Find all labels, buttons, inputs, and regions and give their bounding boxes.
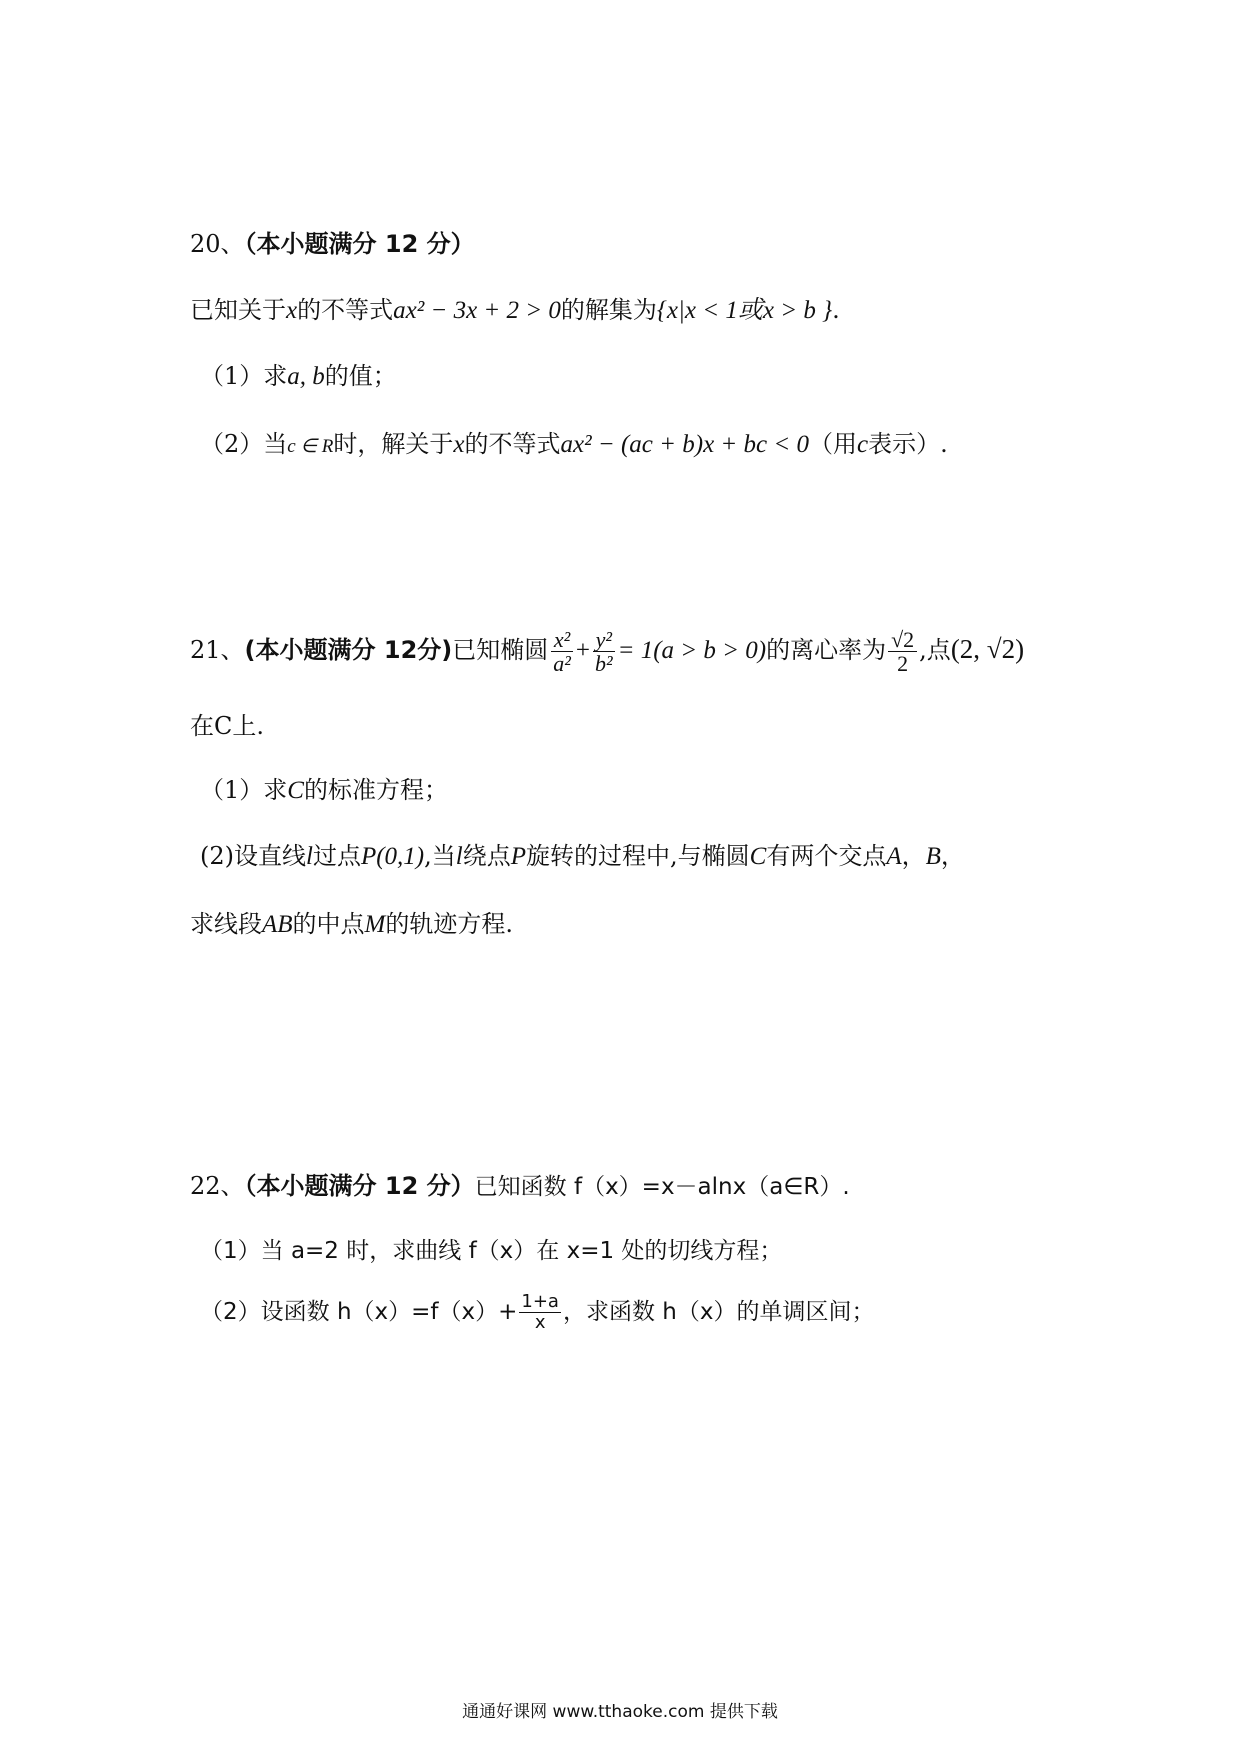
- q21-part1-text-a: 求: [263, 776, 288, 804]
- q21-part2-text-a: 设直线: [234, 842, 306, 870]
- q22-part2-text-b: ，求函数 h（x）的单调区间；: [562, 1298, 875, 1325]
- q21-fraction-y: [592, 628, 616, 675]
- q22-part2-fraction: [519, 1292, 561, 1333]
- q21-fraction-y-num: y²: [593, 628, 615, 652]
- q21-part2-text-b: 过点: [312, 842, 361, 870]
- q21-part2-point-p: P(0,1): [360, 843, 425, 870]
- q20-solution-set: {x|x < 1或x > b }: [656, 297, 833, 324]
- q20-stem-var-x: x: [286, 297, 298, 324]
- q20-part2-text-c: 的不等式: [464, 430, 561, 458]
- q20-number: 20、: [190, 230, 245, 258]
- q21-part2-var-b: B: [925, 843, 941, 870]
- q21-part2-comma-2: ，: [940, 842, 965, 870]
- q20-stem: [190, 296, 840, 326]
- q21-plus: +: [575, 637, 590, 665]
- q21-score: (本小题满分 12分): [244, 636, 453, 665]
- q20-part2-var-x: x: [453, 431, 465, 458]
- q21-fraction-y-den: b²: [594, 651, 613, 677]
- q20-part1-end: 的值；: [324, 362, 397, 390]
- q21-part2-text-c: ,当: [424, 842, 456, 870]
- q21-fraction-x-den: a²: [553, 651, 571, 677]
- q20-part2-condition: c ∈ R: [287, 436, 334, 457]
- q21-stem: [190, 628, 1024, 675]
- q21-part2-var-m: M: [364, 911, 386, 938]
- q22-part1: [200, 1236, 782, 1266]
- q20-score: （本小题满分 12 分）: [244, 230, 475, 258]
- q20-stem-end: .: [832, 296, 840, 324]
- q22-score: （本小题满分 12 分）: [244, 1172, 475, 1200]
- q21-fraction-x: [550, 628, 574, 675]
- q21-equation-rhs: = 1(a > b > 0): [617, 637, 767, 665]
- q20-part2-inequality: ax² − (ac + b)x + bc < 0: [560, 431, 809, 458]
- q20-part1: [200, 362, 397, 392]
- q21-part2-line2-text-a: 求线段: [190, 910, 262, 938]
- q22-stem: [190, 1172, 850, 1202]
- q20-stem-text-c: 的解集为: [560, 296, 657, 324]
- q20-stem-text-b: 的不等式: [297, 296, 394, 324]
- q21-number: 21、: [190, 636, 245, 665]
- q21-part2-segment-ab: AB: [262, 911, 293, 938]
- q21-part2-var-l: l: [306, 843, 313, 870]
- q22-part2-fraction-num: 1+a: [521, 1291, 559, 1312]
- q21-part2-line2-text-b: 的中点: [292, 910, 365, 938]
- q20-stem-text-a: 已知关于: [190, 296, 286, 324]
- q21-eccentricity-num: √2: [888, 628, 917, 652]
- q21-part2: [200, 842, 965, 872]
- q22-part2: [200, 1292, 874, 1333]
- q22-part2-fraction-den: x: [534, 1311, 546, 1333]
- q20-inequality: ax² − 3x + 2 > 0: [393, 297, 561, 324]
- q20-part2-end: 表示）.: [868, 430, 948, 458]
- q20-header: [190, 230, 475, 259]
- q21-part1: [200, 776, 448, 806]
- q20-part2-text-a: 当: [263, 430, 288, 458]
- q20-part2-label: （2）: [200, 430, 264, 458]
- page-footer: 通通好课网 www.tthaoke.com 提供下载: [462, 1702, 778, 1722]
- q20-part1-label: （1）: [200, 362, 264, 390]
- q21-part2-var-p: P: [510, 843, 526, 870]
- q21-stem-text-c: ,点: [919, 636, 951, 665]
- q21-eccentricity: [888, 628, 917, 675]
- q21-part2-comma-1: ，: [901, 842, 926, 870]
- q20-part2: [200, 430, 948, 460]
- q22-part2-text-a: （2）设函数 h（x）=f（x）+: [200, 1298, 518, 1325]
- q20-part1-text: 求: [263, 362, 288, 390]
- q21-part2-text-d: 绕点: [462, 842, 511, 870]
- q20-part2-text-d: （用: [809, 430, 857, 458]
- q21-eccentricity-den: 2: [897, 651, 909, 677]
- q22-part1-text: （1）当 a=2 时，求曲线 f（x）在 x=1 处的切线方程；: [200, 1238, 783, 1264]
- q21-fraction-x-num: x²: [551, 628, 573, 652]
- q21-part2-var-l2: l: [455, 843, 463, 870]
- q21-part1-end: 的标准方程；: [303, 776, 448, 804]
- q20-part2-var-c: c: [857, 431, 869, 458]
- q21-stem-text-a: 已知椭圆: [452, 636, 549, 665]
- q21-part2-line2: [190, 910, 513, 940]
- q21-point: (2, √2): [950, 634, 1025, 665]
- q21-part1-var-c: C: [287, 777, 304, 804]
- q21-stem-text-b: 的离心率为: [766, 636, 887, 665]
- q21-part2-text-f: 有两个交点: [766, 842, 887, 870]
- q21-stem-line2: 在C上.: [190, 712, 264, 740]
- q22-stem-text: 已知函数 f（x）=x－alnx（a∈R）.: [474, 1174, 850, 1200]
- q21-part2-text-e: 旋转的过程中,与椭圆: [526, 842, 750, 870]
- q21-part2-label: (2): [200, 842, 234, 870]
- q21-part1-label: （1）: [200, 776, 264, 804]
- q21-part2-var-a: A: [886, 843, 902, 870]
- q21-part2-line2-text-c: 的轨迹方程.: [385, 910, 514, 938]
- q21-part2-var-c: C: [749, 843, 767, 870]
- q20-part2-text-b: 时，解关于: [333, 430, 454, 458]
- q22-number: 22、: [190, 1172, 245, 1200]
- q20-part1-vars: a, b: [287, 363, 325, 390]
